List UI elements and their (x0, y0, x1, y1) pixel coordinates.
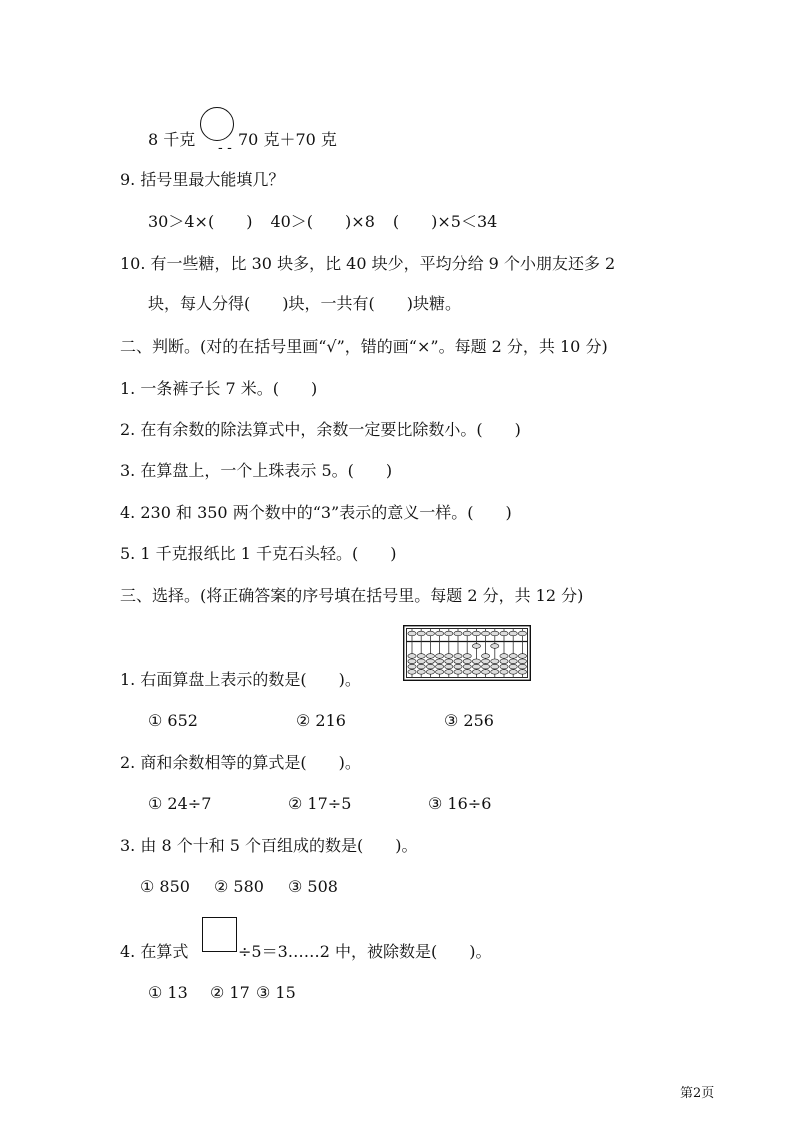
abacus-bead (509, 659, 517, 664)
option-2[interactable]: ② 580 (214, 877, 264, 896)
abacus-bead (426, 664, 434, 669)
q9-expr2: 40＞( )×8 (270, 212, 375, 231)
option-3[interactable]: ③ 256 (444, 711, 494, 730)
abacus-bead (436, 659, 444, 664)
section3-heading: 三、选择。(将正确答案的序号填在括号里。每题 2 分，共 12 分) (120, 586, 584, 605)
abacus-bead (426, 631, 434, 636)
abacus-bead (445, 659, 453, 664)
abacus-bead (408, 631, 416, 636)
abacus-bead (417, 670, 425, 675)
section2-item: 4. 230 和 350 两个数中的“3”表示的意义一样。( ) (120, 503, 512, 522)
section3-q3-options (140, 876, 338, 898)
abacus-bead (472, 644, 480, 649)
abacus-bead (472, 670, 480, 675)
abacus-bead (482, 670, 490, 675)
abacus-bead (491, 670, 499, 675)
option-3[interactable]: ③ 16÷6 (428, 794, 492, 813)
abacus-bead (518, 670, 526, 675)
abacus-bead (417, 654, 425, 659)
section2-item: 1. 一条裤子长 7 米。( ) (120, 379, 318, 398)
abacus-bead (408, 664, 416, 669)
q10-line2: 块，每人分得( )块，一共有( )块糖。 (148, 294, 461, 313)
option-2[interactable]: ② 17÷5 (288, 794, 352, 813)
option-3[interactable]: ③ 508 (288, 877, 338, 896)
abacus-bead (436, 670, 444, 675)
section3-q1-options (148, 710, 494, 732)
abacus-figure (403, 625, 531, 681)
abacus-bead (482, 659, 490, 664)
abacus-bead (426, 654, 434, 659)
abacus-bead (454, 659, 462, 664)
abacus-bead (472, 631, 480, 636)
section2-heading: 二、判断。(对的在括号里画“√”，错的画“×”。每题 2 分，共 10 分) (120, 337, 608, 356)
abacus-bead (518, 659, 526, 664)
abacus-bead (436, 654, 444, 659)
abacus-bead (509, 631, 517, 636)
q9-expressions (148, 211, 497, 233)
abacus-bead (509, 654, 517, 659)
section3-q4-prefix: 4. 在算式 (120, 942, 189, 961)
abacus-bead (408, 654, 416, 659)
option-2[interactable]: ② 17 (210, 983, 250, 1002)
abacus-bead (426, 659, 434, 664)
option-2[interactable]: ② 216 (296, 711, 346, 730)
abacus-bead (518, 654, 526, 659)
abacus-bead (454, 664, 462, 669)
abacus-bead (454, 631, 462, 636)
q10-line1: 10. 有一些糖，比 30 块多，比 40 块少，平均分给 9 个小朋友还多 2 (120, 254, 616, 273)
abacus-bead (482, 664, 490, 669)
circle-dash-mark: - - (218, 140, 232, 156)
abacus-bead (472, 664, 480, 669)
q9-expr3: ( )×5＜34 (392, 212, 498, 231)
abacus-bead (472, 659, 480, 664)
option-1[interactable]: ① 13 (148, 983, 188, 1002)
section3-q1: 1. 右面算盘上表示的数是( )。 (120, 670, 361, 689)
abacus-bead (509, 670, 517, 675)
section3-q3: 3. 由 8 个十和 5 个百组成的数是( )。 (120, 836, 418, 855)
abacus-bead (445, 654, 453, 659)
q8-right: 70 克＋70 克 (238, 130, 337, 149)
abacus-bead (500, 670, 508, 675)
compare-circle[interactable] (200, 107, 234, 141)
option-1[interactable]: ① 652 (148, 711, 198, 730)
abacus-bead (436, 631, 444, 636)
q9-expr1: 30＞4×( ) (148, 212, 253, 231)
abacus-bead (454, 670, 462, 675)
abacus-bead (417, 659, 425, 664)
abacus-bead (445, 670, 453, 675)
abacus-bead (500, 664, 508, 669)
section3-q2: 2. 商和余数相等的算式是( )。 (120, 753, 361, 772)
abacus-bead (500, 659, 508, 664)
abacus-bead (509, 664, 517, 669)
abacus-bead (491, 631, 499, 636)
abacus-bead (436, 664, 444, 669)
abacus-bead (463, 664, 471, 669)
abacus-bead (426, 670, 434, 675)
option-3[interactable]: ③ 15 (256, 983, 296, 1002)
abacus-bead (417, 631, 425, 636)
abacus-bead (408, 670, 416, 675)
abacus-bead (491, 659, 499, 664)
abacus-bead (463, 654, 471, 659)
page-number: 第2页 (680, 1086, 715, 1101)
abacus-bead (408, 659, 416, 664)
section2-item: 2. 在有余数的除法算式中，余数一定要比除数小。( ) (120, 420, 521, 439)
abacus-bead (482, 654, 490, 659)
abacus-bead (491, 664, 499, 669)
abacus-bead (445, 664, 453, 669)
section3-q4-options (148, 982, 296, 1004)
abacus-bead (445, 631, 453, 636)
option-1[interactable]: ① 850 (140, 877, 190, 896)
abacus-bead (518, 631, 526, 636)
section3-q4-suffix: ÷5＝3……2 中，被除数是( )。 (238, 942, 492, 961)
abacus-bead (491, 644, 499, 649)
q8-left: 8 千克 (148, 130, 196, 149)
abacus-bead (500, 654, 508, 659)
q9-title: 9. 括号里最大能填几？ (120, 170, 285, 189)
abacus-bead (417, 664, 425, 669)
section2-item: 5. 1 千克报纸比 1 千克石头轻。( ) (120, 544, 397, 563)
section3-q2-options (148, 793, 491, 815)
abacus-bead (454, 654, 462, 659)
dividend-blank-box[interactable] (202, 917, 237, 952)
abacus-bead (500, 631, 508, 636)
section2-item: 3. 在算盘上，一个上珠表示 5。( ) (120, 461, 393, 480)
abacus-bead (518, 664, 526, 669)
abacus-bead (463, 670, 471, 675)
abacus-bead (482, 631, 490, 636)
abacus-bead (463, 659, 471, 664)
option-1[interactable]: ① 24÷7 (148, 794, 212, 813)
abacus-bead (463, 631, 471, 636)
